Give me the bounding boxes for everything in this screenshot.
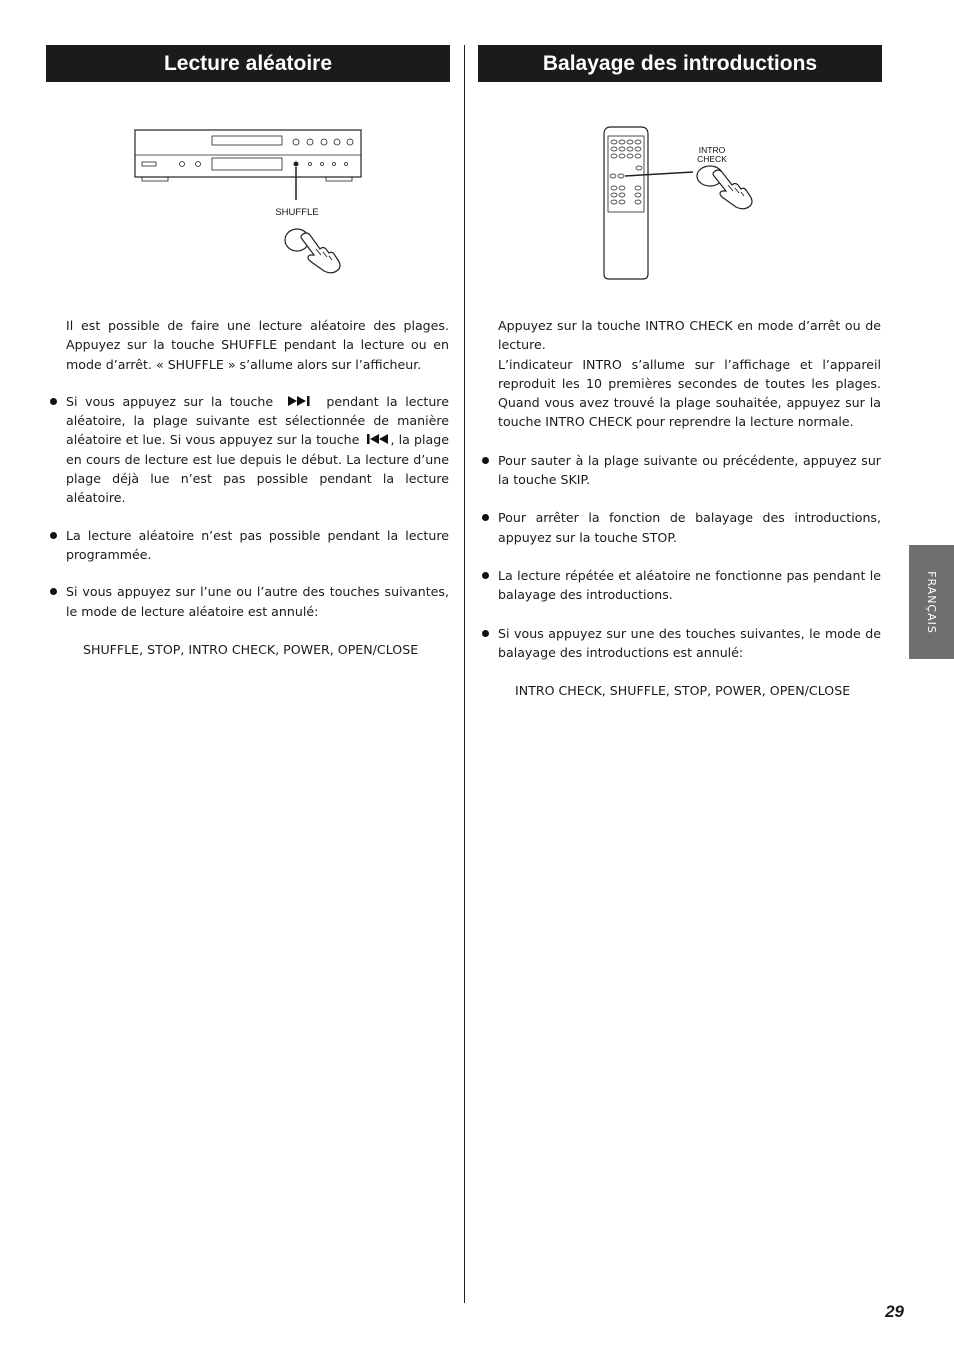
check-label: CHECK [697,154,727,164]
bullet-text: pendant la lecture aléatoire, la plage suivante est sélectionnée de manière aléatoire et lue. Si vous appuyez sur la touche [66,393,449,448]
bullet-text: La lecture aléatoire n’est pas possible pendant la lecture programmée. [66,527,449,562]
list-item [498,566,881,605]
bullet-icon [482,457,489,464]
right-column [498,316,881,700]
cd-player-illustration [130,125,370,275]
bullet-text: Pour arrêter la fonction de balayage des introductions, appuyez sur la touche STOP. [498,510,881,545]
intro-check-step-2: L’indicateur INTRO s’allume sur l’affichage et l’appareil reproduit les 10 premières secondes de toutes les plages. Quand vous avez trouvé la plage souhaitée, appuyez sur la touche INTRO CHECK pour reprendre la lecture normale. [498,356,881,430]
page-number: 29 [885,1302,904,1321]
bullet-text: Pour sauter à la plage suivante ou précédente, appuyez sur la touche SKIP. [498,452,881,488]
cancel-keys-list: SHUFFLE, STOP, INTRO CHECK, POWER, OPEN/CLOSE [83,641,419,657]
language-tab-label: FRANÇAIS [925,570,938,634]
bullet-text: Si vous appuyez sur l’une ou l’autre des touches suivantes, le mode de lecture aléatoire est annulé: [66,584,449,619]
intro-label: INTRO [698,145,726,155]
skip-next-icon [287,396,313,406]
bullet-icon [50,398,57,405]
bullet-text: Si vous appuyez sur une des touches suivantes, le mode de balayage des introductions est annulé: [498,625,881,660]
bullet-text: Si vous appuyez sur la touche [66,393,274,409]
list-item [498,624,881,663]
cancel-keys-list: INTRO CHECK, SHUFFLE, STOP, POWER, OPEN/CLOSE [515,683,851,699]
list-item [66,526,449,565]
bullet-icon [482,572,489,579]
skip-previous-icon [367,434,391,444]
shuffle-intro: Il est possible de faire une lecture aléatoire des plages. Appuyez sur la touche SHUFFLE pendant la lecture ou en mode d’arrêt. « SHUFFLE » s’allume alors sur l’afficheur. [66,318,449,372]
list-item [66,392,449,508]
section-title-shuffle: Lecture aléatoire [46,45,450,82]
bullet-text: , la plage en cours de lecture est lue depuis le début. La lecture d’une plage déjà lue n’est pas possible pendant la lecture aléatoire. [66,432,449,506]
column-divider [464,45,465,1303]
shuffle-label: SHUFFLE [275,207,319,218]
bullet-icon [482,630,489,637]
left-column [66,316,449,659]
remote-control-illustration [595,122,785,282]
section-title-intro-check: Balayage des introductions [478,45,882,82]
bullet-icon [482,514,489,521]
list-item [66,582,449,621]
language-tab [909,545,954,659]
bullet-text: La lecture répétée et aléatoire ne fonctionne pas pendant le balayage des introductions. [498,567,881,603]
intro-check-step-1: Appuyez sur la touche INTRO CHECK en mode d’arrêt ou de lecture. [498,318,881,353]
bullet-icon [50,532,57,539]
bullet-icon [50,588,57,595]
list-item [498,451,881,490]
list-item [498,508,881,547]
